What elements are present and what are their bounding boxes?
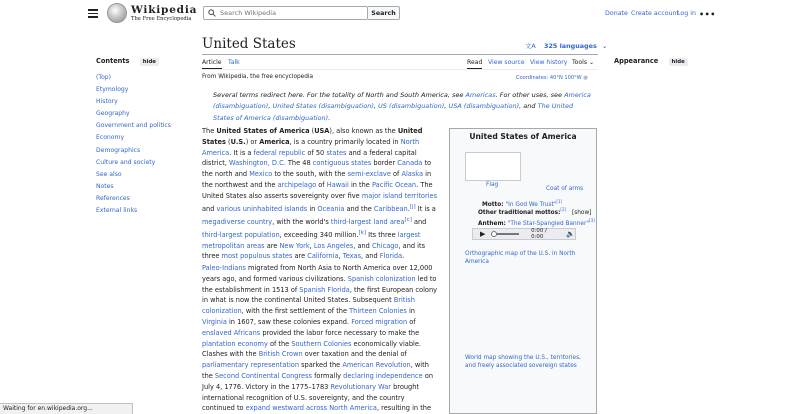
from-wikipedia-note: From Wikipedia, the free encyclopedia xyxy=(202,74,314,80)
toc-item[interactable]: External links xyxy=(96,207,138,215)
article-link[interactable]: Forced migration xyxy=(351,317,408,326)
hatnote-link[interactable]: United States (disambiguation) xyxy=(272,102,374,111)
toc-item[interactable]: References xyxy=(96,194,130,202)
chevron-down-icon: ⌄ xyxy=(602,42,608,50)
article-link[interactable]: parliamentary representation xyxy=(202,361,299,370)
title-divider xyxy=(202,54,598,55)
article-link[interactable]: Mexico xyxy=(249,170,273,179)
translate-icon: 文A xyxy=(525,42,536,50)
tab-view-history[interactable]: View history xyxy=(530,59,568,66)
toc-item[interactable]: (Top) xyxy=(96,74,112,81)
article-link[interactable]: largest metropolitan areas xyxy=(202,230,421,250)
map-caption[interactable]: Orthographic map of the U.S. in North America xyxy=(465,251,576,265)
audio-seek-bar[interactable] xyxy=(493,233,519,235)
language-count: 325 languages xyxy=(544,42,597,50)
article-link[interactable]: Texas xyxy=(342,252,362,261)
other-mottos-citation[interactable]: [2] xyxy=(560,207,567,212)
hatnote: Several terms redirect here. For the totality of North and South America, see Americas. For other uses, see America (disambiguation), United States (disambiguation), US (disambiguation), USA (disambiguation), and The United States of America (disambiguation). xyxy=(213,91,591,122)
article-link[interactable]: Los Angeles xyxy=(313,241,354,250)
infobox-title: United States of America xyxy=(469,132,577,141)
article-link[interactable]: California xyxy=(307,252,339,261)
logo-tagline: The Free Encyclopedia xyxy=(131,16,192,22)
article-link[interactable]: various uninhabited islands xyxy=(216,204,308,213)
toc-item[interactable]: Economy xyxy=(96,134,125,142)
article-link[interactable]: semi-exclave xyxy=(347,170,391,179)
article-link[interactable]: North America xyxy=(202,137,420,157)
search-icon xyxy=(208,9,216,17)
search-input[interactable] xyxy=(220,9,360,17)
article-link[interactable]: declaring independence xyxy=(343,371,423,380)
tab-talk[interactable]: Talk xyxy=(228,59,240,66)
anthem-row xyxy=(478,218,595,227)
main-menu-button[interactable] xyxy=(88,9,98,18)
toc-item[interactable]: Demographics xyxy=(96,146,141,154)
login-link[interactable]: Log in xyxy=(677,10,696,17)
tools-menu[interactable] xyxy=(572,59,594,66)
other-mottos-row xyxy=(478,207,591,216)
citation-link[interactable]: [k] xyxy=(358,229,367,236)
motto-citation[interactable]: [1] xyxy=(556,199,563,204)
toc-item[interactable]: Culture and society xyxy=(96,158,156,166)
anthem-label: Anthem: xyxy=(478,220,506,227)
citation-link[interactable]: [j] xyxy=(409,203,416,210)
hatnote-link[interactable]: USA (disambiguation) xyxy=(448,102,520,111)
toc-item[interactable]: Geography xyxy=(96,110,130,118)
hatnote-link[interactable]: US (disambiguation) xyxy=(378,102,445,111)
article-link[interactable]: archipelago xyxy=(277,180,317,189)
article-link[interactable]: federal republic xyxy=(253,148,306,157)
article-link[interactable]: Florida xyxy=(379,252,403,261)
article-link[interactable]: Hawaii xyxy=(326,180,349,189)
appearance-title xyxy=(614,57,688,65)
article-link[interactable]: Virginia xyxy=(202,317,227,326)
show-button[interactable]: [show] xyxy=(571,209,592,216)
article-link[interactable]: Revolutionary War xyxy=(330,382,391,391)
tools-label: Tools xyxy=(572,59,588,66)
wikipedia-logo-icon[interactable] xyxy=(107,3,127,23)
volume-icon[interactable]: 🔈 xyxy=(566,230,575,238)
tabs-divider xyxy=(202,69,598,70)
globe-icon: ◍ xyxy=(583,75,588,81)
tab-article-label: Article xyxy=(202,59,222,69)
article-link[interactable]: British colonization xyxy=(202,296,415,316)
toc-item[interactable]: Notes xyxy=(96,182,114,190)
article-link[interactable]: third-largest land area xyxy=(330,217,405,226)
audio-player xyxy=(472,228,576,240)
motto-value[interactable]: "In God We Trust" xyxy=(505,201,557,208)
article-link[interactable]: Spanish colonization xyxy=(347,274,416,283)
article-link[interactable]: Southern Colonies xyxy=(291,339,352,348)
article-link[interactable]: enslaved Africans xyxy=(202,328,261,337)
browser-status-bar: Waiting for en.wikipedia.org... xyxy=(0,403,133,414)
article-link[interactable]: Caribbean xyxy=(373,204,408,213)
citation-link[interactable]: [c] xyxy=(404,216,412,223)
search-field[interactable] xyxy=(203,6,368,20)
article-link[interactable]: American Revolution xyxy=(342,361,411,370)
audio-time: 0:00 / 0:00 xyxy=(531,228,547,240)
article-link[interactable]: Paleo-Indians xyxy=(202,264,246,272)
article-link[interactable]: Second Continental Congress xyxy=(214,371,312,380)
toc-item[interactable]: Etymology xyxy=(96,86,129,94)
toc-hide-button[interactable]: hide xyxy=(140,58,159,66)
more-options-icon[interactable]: ••• xyxy=(699,10,716,19)
world-map-caption[interactable]: World map showing the U.S., territories, and freely associated sovereign states xyxy=(465,355,581,369)
anthem-citation[interactable]: [3] xyxy=(589,218,595,223)
tab-article[interactable] xyxy=(202,59,222,66)
anthem-value[interactable]: "The Star-Spangled Banner" xyxy=(507,220,590,227)
chevron-down-icon: ⌄ xyxy=(588,59,595,66)
hatnote-link[interactable]: Americas xyxy=(465,91,496,99)
play-icon[interactable]: ▶ xyxy=(480,230,486,238)
motto-label: Motto: xyxy=(482,201,504,208)
lead-paragraph-2: Paleo-Indians migrated from North Asia to North America over 12,000 years ago, and formed various civilizations. Spanish colonization led to the establishment in 1513 of Spanish Florida, the first European colony in what is now the continental United States. Subsequent British colonization, with the first settlement of the Thirteen Colonies in Virginia in 1607, saw these colonies expand. Forced migration of enslaved Africans provided the labor force necessary to make the plantation economy of the Southern Colonies economically viable. Clashes with the British Crown over taxation and the denial of parliamentary representation sparked the American Revolution, with the Second Continental Congress formally declaring independence on July 4, 1776. Victory in the 1775–1783 Revolutionary War brought international recognition of U.S. sovereignty, and the country continued to expand westward across North America, resulting in the xyxy=(202,264,438,413)
appearance-hide-button[interactable]: hide xyxy=(669,58,688,66)
article-link[interactable]: Thirteen Colonies xyxy=(349,307,407,316)
article-link[interactable]: Oceania xyxy=(317,204,345,213)
seek-handle[interactable] xyxy=(491,231,497,237)
article-link[interactable]: Spanish Florida xyxy=(299,285,350,294)
search-button[interactable]: Search xyxy=(368,6,400,20)
toc-item[interactable]: History xyxy=(96,98,118,106)
language-selector[interactable] xyxy=(525,41,607,50)
logo-wordmark[interactable]: Wikipedia xyxy=(131,4,198,16)
appearance-label: Appearance xyxy=(614,57,659,65)
tab-read-label: Read xyxy=(467,59,482,69)
flag-caption[interactable]: Flag xyxy=(486,182,499,188)
article-link[interactable]: Chicago xyxy=(371,241,399,250)
hatnote-link[interactable]: America (disambiguation) xyxy=(213,91,591,111)
page-title: United States xyxy=(202,36,296,52)
donate-link[interactable]: Donate xyxy=(605,10,628,17)
article-link[interactable]: New York xyxy=(279,241,310,250)
article-link[interactable]: plantation economy xyxy=(202,339,268,348)
article-link[interactable]: Washington, D.C. xyxy=(228,159,286,168)
other-mottos-label: Other traditional mottos: xyxy=(478,209,561,216)
toc-item[interactable]: See also xyxy=(96,170,122,178)
toc-item[interactable]: Government and politics xyxy=(96,122,171,130)
article-link[interactable]: contiguous states xyxy=(312,159,372,168)
article-link[interactable]: most populous states xyxy=(221,252,293,261)
coordinates-text: Coordinates: 40°N 100°W xyxy=(516,75,582,81)
coordinates-link[interactable] xyxy=(516,75,588,81)
article-link[interactable]: third-largest population xyxy=(202,230,280,239)
article-link[interactable]: British Crown xyxy=(258,350,303,359)
article-link[interactable]: states xyxy=(326,148,347,157)
hatnote-link[interactable]: The United States of America (disambiguation) xyxy=(213,102,574,122)
article-link[interactable]: major island territories xyxy=(361,191,437,200)
flag-image[interactable] xyxy=(465,152,521,181)
lead-paragraph-1: The United States of America (USA), also known as the United States (U.S.) or America, is a country primarily located in North America. It is a federal republic of 50 states and a federal capital district, Washington, D.C. The 48 contiguous states border Canada to the north and Mexico to the south, with the semi-exclave of Alaska in the northwest and the archipelago of Hawaii in the Pacific Ocean. The United States also asserts sovereignty over five major island territories and various uninhabited islands in Oceania and the Caribbean.[j] It is a megadiverse country, with the world's third-largest land area[c] and third-largest population, exceeding 340 million.[k] Its three largest metropolitan areas are New York, Los Angeles, and Chicago, and its three most populous states are California, Texas, and Florida. xyxy=(202,127,437,261)
coat-of-arms-caption[interactable]: Coat of arms xyxy=(546,186,584,192)
toc-list xyxy=(96,72,171,217)
article-link[interactable]: Alaska xyxy=(401,170,424,179)
article-link[interactable]: expand westward across North America xyxy=(245,404,377,413)
tab-view-source[interactable]: View source xyxy=(488,59,525,66)
create-account-link[interactable]: Create account xyxy=(631,10,680,17)
article-link[interactable]: Pacific Ocean xyxy=(371,180,417,189)
toc-title-text: Contents xyxy=(96,57,130,65)
article-link[interactable]: Canada xyxy=(397,159,423,168)
tab-read[interactable] xyxy=(467,59,482,66)
toc-title xyxy=(96,57,159,65)
article-link[interactable]: megadiverse country xyxy=(202,217,273,226)
